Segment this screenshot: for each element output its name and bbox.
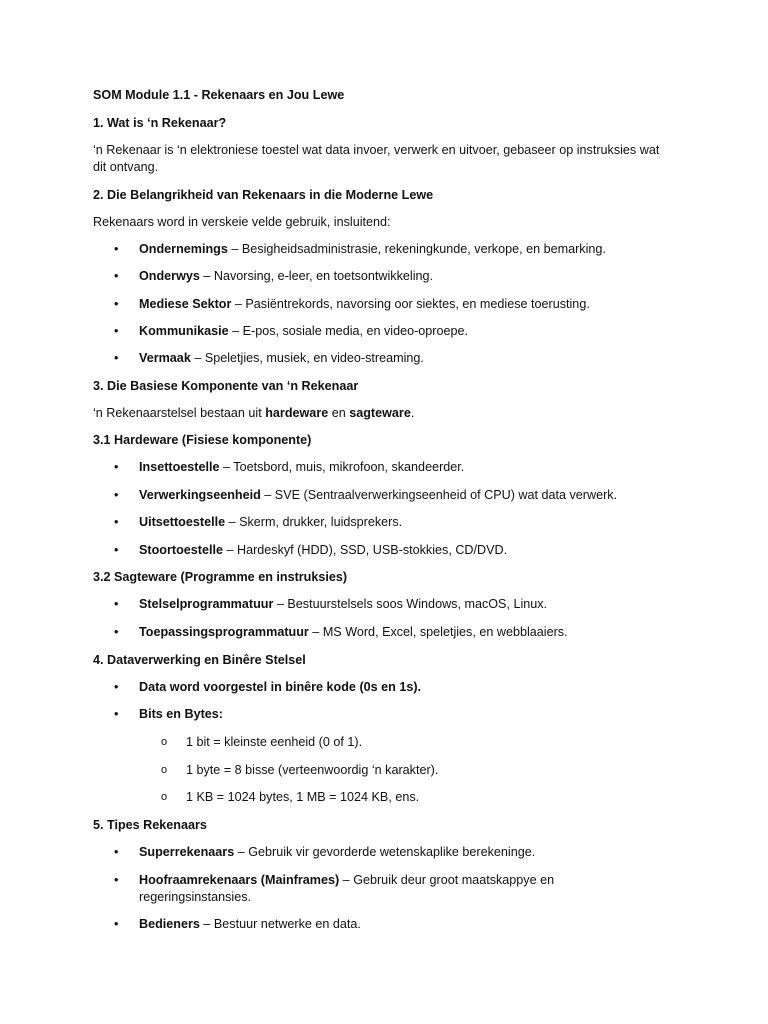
- item-term: Ondernemings: [139, 242, 228, 256]
- bullet-icon: •: [114, 242, 119, 256]
- item-desc: – Skerm, drukker, luidsprekers.: [225, 515, 403, 529]
- item-term: Insettoestelle: [139, 460, 220, 474]
- circle-bullet-icon: o: [161, 764, 168, 776]
- item-desc: – Pasiëntrekords, navorsing oor siektes, en mediese toerusting.: [231, 297, 590, 311]
- bullet-icon: •: [114, 297, 119, 311]
- bullet-icon: •: [114, 873, 119, 887]
- item-term: Bits en Bytes:: [139, 707, 223, 721]
- section-5-heading: 5. Tipes Rekenaars: [93, 818, 207, 832]
- bullet-icon: •: [114, 845, 119, 859]
- item-desc: – Navorsing, e-leer, en toetsontwikkeling.: [199, 269, 433, 283]
- item-desc: – E-pos, sosiale media, en video-oproepe.: [228, 324, 469, 338]
- item-term: Data word voorgestel in binêre kode (0s en 1s).: [139, 680, 422, 694]
- section-4-heading: 4. Dataverwerking en Binêre Stelsel: [93, 653, 306, 667]
- section-2-heading: 2. Die Belangrikheid van Rekenaars in die Moderne Lewe: [93, 188, 434, 202]
- item-term: Hoofraamrekenaars (Mainframes): [139, 873, 340, 887]
- item-term: Toepassingsprogrammatuur: [139, 625, 309, 639]
- item-term: Onderwys: [139, 269, 200, 283]
- item-term: Uitsettoestelle: [139, 515, 226, 529]
- item-term: Mediese Sektor: [139, 297, 232, 311]
- item-desc: – Hardeskyf (HDD), SSD, USB-stokkies, CD/DVD.: [222, 543, 508, 557]
- item-desc: – Bestuurstelsels soos Windows, macOS, Linux.: [273, 597, 548, 611]
- item-term: Superrekenaars: [139, 845, 235, 859]
- section-3-2-heading: 3.2 Sagteware (Programme en instruksies): [93, 570, 348, 584]
- section-3-1-heading: 3.1 Hardeware (Fisiese komponente): [93, 433, 312, 447]
- item-term: Verwerkingseenheid: [139, 488, 261, 502]
- item-desc: – Besigheidsadministrasie, rekeningkunde, verkope, en bemarking.: [227, 242, 606, 256]
- item-term: Stelselprogrammatuur: [139, 597, 274, 611]
- item-desc: – MS Word, Excel, speletjies, en webblaaiers.: [308, 625, 568, 639]
- bullet-icon: •: [114, 351, 119, 365]
- section-2-intro: Rekenaars word in verskeie velde gebruik, insluitend:: [93, 215, 391, 229]
- item-desc: – SVE (Sentraalverwerkingseenheid of CPU) wat data verwerk.: [260, 488, 618, 502]
- circle-bullet-icon: o: [161, 736, 168, 748]
- section-3-intro: ‘n Rekenaarstelsel bestaan uit hardeware en sagteware.: [93, 406, 415, 420]
- item-term: Vermaak: [139, 351, 191, 365]
- section-3-heading: 3. Die Basiese Komponente van ‘n Rekenaar: [93, 379, 359, 393]
- item-desc: – Gebruik deur groot maatskappye en regeringsinstansies.: [139, 873, 555, 904]
- item-term: Kommunikasie: [139, 324, 229, 338]
- item-desc: – Toetsbord, muis, mikrofoon, skandeerder.: [219, 460, 465, 474]
- section-1-heading: 1. Wat is ‘n Rekenaar?: [93, 116, 227, 130]
- bullet-icon: •: [114, 543, 119, 557]
- bullet-icon: •: [114, 597, 119, 611]
- item-term: Stoortoestelle: [139, 543, 223, 557]
- item-term: Bedieners: [139, 917, 200, 931]
- bullet-icon: •: [114, 707, 119, 721]
- section-1-body: ‘n Rekenaar is ‘n elektroniese toestel wat data invoer, verwerk en uitvoer, gebaseer op instruksies wat dit ontvang.: [93, 143, 660, 174]
- document-title: SOM Module 1.1 - Rekenaars en Jou Lewe: [93, 88, 345, 102]
- item-desc: – Speletjies, musiek, en video-streaming.: [190, 351, 424, 365]
- bullet-icon: •: [114, 269, 119, 283]
- bullet-icon: •: [114, 917, 119, 931]
- bullet-icon: •: [114, 680, 119, 694]
- bullet-icon: •: [114, 324, 119, 338]
- bullet-icon: •: [114, 515, 119, 529]
- item-desc: – Gebruik vir gevorderde wetenskaplike berekeninge.: [234, 845, 536, 859]
- bullet-icon: •: [114, 460, 119, 474]
- bullet-icon: •: [114, 488, 119, 502]
- bullet-icon: •: [114, 625, 119, 639]
- circle-bullet-icon: o: [161, 791, 168, 803]
- item-desc: – Bestuur netwerke en data.: [199, 917, 361, 931]
